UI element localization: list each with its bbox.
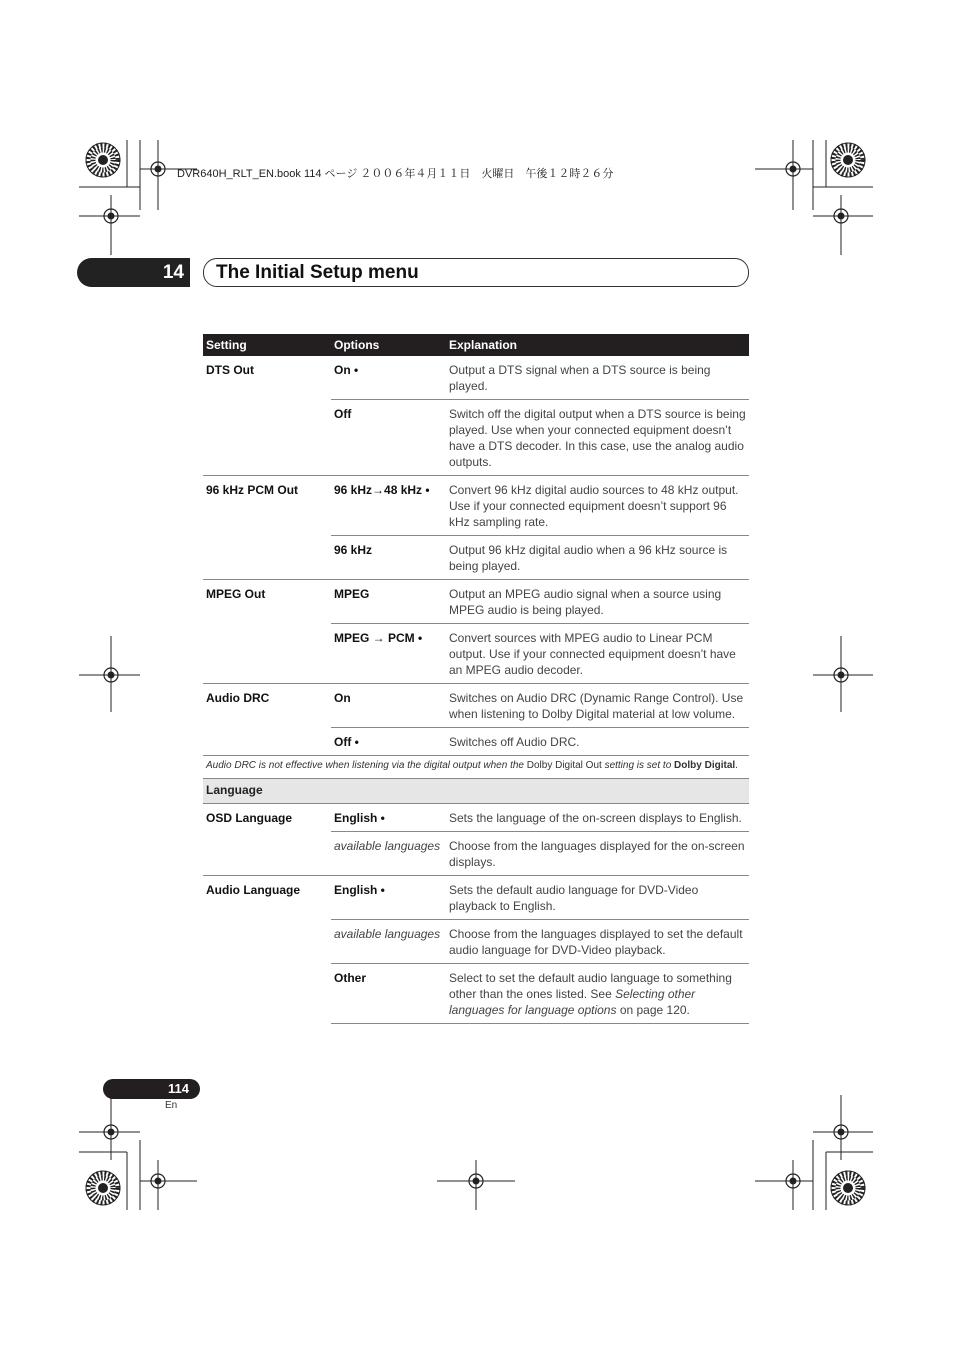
setting-mpeg-out: MPEG Out <box>203 580 331 684</box>
option-explanation: Sets the default audio language for DVD-Video playback to English. <box>446 876 749 920</box>
option-explanation: Output an MPEG audio signal when a source using MPEG audio is being played. <box>446 580 749 624</box>
setting-96khz-pcm-out: 96 kHz PCM Out <box>203 476 331 580</box>
setup-menu-table <box>203 334 749 1024</box>
table-note-row <box>203 756 749 779</box>
option-label: Other <box>331 964 446 1024</box>
option-label: Off <box>331 400 446 476</box>
option-label: MPEG <box>331 580 446 624</box>
starburst-icon <box>86 143 120 177</box>
option-label: English • <box>331 876 446 920</box>
option-label: On <box>331 684 446 728</box>
table-row <box>203 876 749 920</box>
option-explanation: Output a DTS signal when a DTS source is being played. <box>449 363 711 393</box>
option-label: 96 kHz→48 kHz • <box>331 476 446 536</box>
option-explanation: Convert 96 kHz digital audio sources to 48 kHz output. Use if your connected equipment doesn’t support 96 kHz sampling rate. <box>446 476 749 536</box>
setting-audio-language: Audio Language <box>203 876 331 1024</box>
option-label: On • <box>334 363 359 377</box>
table-header-row <box>203 334 749 356</box>
table-row <box>203 580 749 624</box>
starburst-icon <box>831 1171 865 1205</box>
option-label: English • <box>334 811 385 825</box>
starburst-icon <box>86 1171 120 1205</box>
section-row-language <box>203 779 749 804</box>
option-explanation: Switch off the digital output when a DTS source is being played. Use when your connected equipment doesn’t have a DTS decoder. In this case, use the analog audio outputs. <box>446 400 749 476</box>
option-explanation: Choose from the languages displayed for the on-screen displays. <box>446 832 749 876</box>
chapter-title: The Initial Setup menu <box>203 258 749 287</box>
header-explanation: Explanation <box>446 334 749 356</box>
chapter-number: 14 <box>77 258 190 287</box>
table-row <box>203 476 749 536</box>
table-row <box>203 804 749 832</box>
page-number: 114 <box>103 1079 200 1099</box>
table-row <box>203 356 749 400</box>
option-explanation: Select to set the default audio language to something other than the ones listed. See Selecting other languages for language options on page 120. <box>446 964 749 1024</box>
page-language: En <box>165 1100 178 1111</box>
option-explanation: Switches off Audio DRC. <box>446 728 749 756</box>
starburst-icon <box>831 143 865 177</box>
header-setting: Setting <box>203 334 331 356</box>
setting-dts-out: DTS Out <box>206 363 254 377</box>
setting-osd-language: OSD Language <box>206 811 293 825</box>
option-label: available languages <box>331 832 446 876</box>
option-label: 96 kHz <box>331 536 446 580</box>
setting-audio-drc: Audio DRC <box>203 684 331 756</box>
option-label: MPEG → PCM • <box>331 624 446 684</box>
option-explanation: Sets the language of the on-screen displays to English. <box>449 811 742 825</box>
drc-note: Audio DRC is not effective when listening via the digital output when the Dolby Digital Out setting is set to Dolby Digital. <box>203 756 749 779</box>
header-options: Options <box>331 334 446 356</box>
option-explanation: Output 96 kHz digital audio when a 96 kHz source is being played. <box>446 536 749 580</box>
option-explanation: Convert sources with MPEG audio to Linear PCM output. Use if your connected equipment doesn’t have an MPEG audio decoder. <box>446 624 749 684</box>
option-explanation: Choose from the languages displayed to set the default audio language for DVD-Video playback. <box>446 920 749 964</box>
option-explanation: Switches on Audio DRC (Dynamic Range Control). Use when listening to Dolby Digital material at low volume. <box>446 684 749 728</box>
section-title: Language <box>203 779 749 804</box>
option-label: Off • <box>331 728 446 756</box>
book-file-line: DVR640H_RLT_EN.book 114 ページ ２００６年４月１１日 火曜日 午後１２時２６分 <box>177 168 614 180</box>
table-row <box>203 684 749 728</box>
option-label: available languages <box>331 920 446 964</box>
